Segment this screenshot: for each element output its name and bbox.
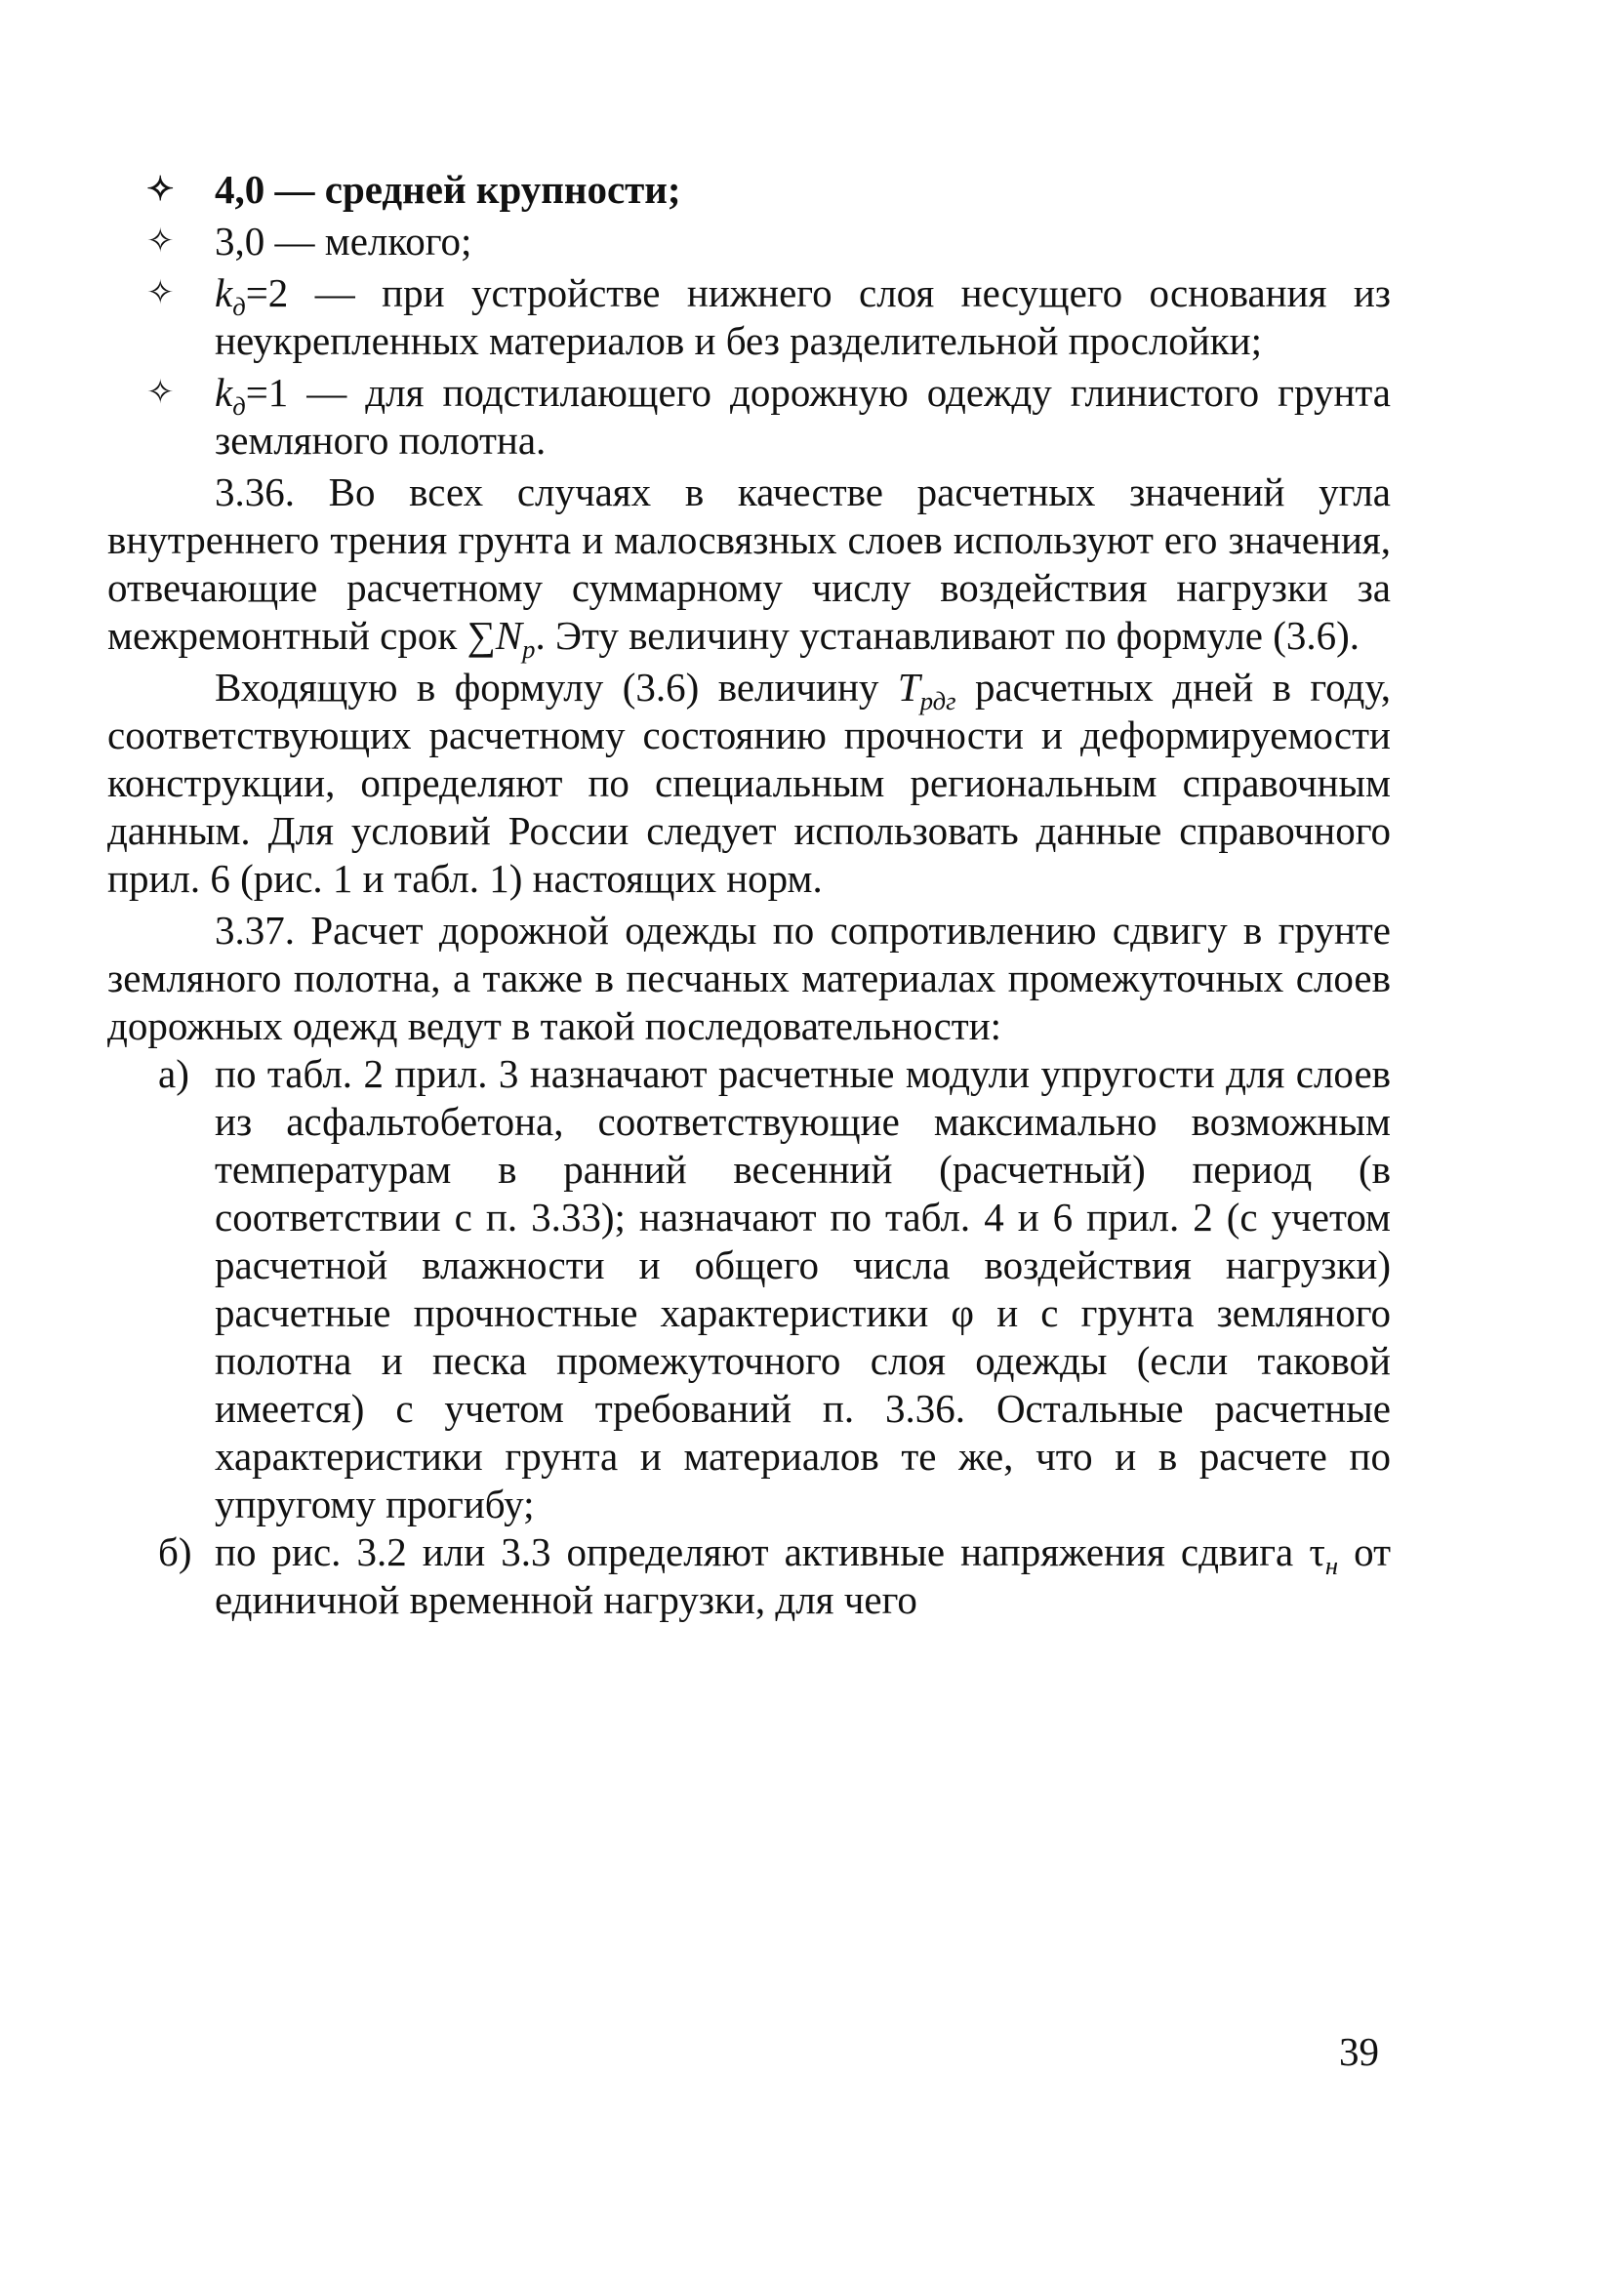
formula-subscript: p — [522, 634, 536, 665]
list-letter: а) — [158, 1051, 189, 1096]
paragraph-text: Входящую в формулу (3.6) величину — [215, 665, 898, 710]
page-number: 39 — [1339, 2029, 1379, 2074]
bullet-text: 4,0 — средней крупности; — [215, 167, 681, 212]
list-item — [107, 369, 1391, 465]
diamond-bullet-icon: ✧ — [146, 375, 175, 411]
formula-variable: τ — [1309, 1529, 1325, 1574]
paragraph-text: 3.36. Во всех случаях в качестве расчетных значений угла внутреннего трения грунта и малосвязных слоев используют его значения, отвечающие расчетному суммарному числу воздействия нагрузки за межремонтный срок — [107, 469, 1391, 658]
coefficient-subscript: д — [232, 292, 246, 322]
diamond-bullet-icon: ✧ — [146, 224, 175, 260]
coefficient-symbol: k — [215, 370, 233, 415]
paragraph-text: . Эту величину устанавливают по формуле (3.6). — [535, 613, 1360, 658]
sum-symbol: ∑ — [467, 613, 496, 658]
paragraph-3-36 — [107, 468, 1391, 665]
formula-variable: N — [495, 613, 523, 658]
list-letter: б) — [158, 1529, 192, 1574]
bullet-text: =1 — для подстилающего дорожную одежду глинистого грунта земляного полотна. — [215, 370, 1391, 463]
formula-variable: T — [897, 665, 920, 710]
page-body — [107, 166, 1391, 1624]
diamond-bullet-icon: ✧ — [146, 172, 175, 208]
list-item-text: от единичной временной нагрузки, для чего — [215, 1529, 1391, 1622]
diamond-bullet-icon: ✧ — [146, 275, 175, 311]
paragraph-trdg — [107, 664, 1391, 903]
paragraph-text: расчетных дней в году, соответствующих расчетному состоянию прочности и деформируемости конструкции, определяют по специальным региональным справочным данным. Для условий России следует использовать данные справочного прил. 6 (рис. 1 и табл. 1) настоящих норм. — [107, 665, 1392, 901]
list-item-text: по рис. 3.2 или 3.3 определяют активные напряжения сдвига — [215, 1529, 1310, 1574]
bullet-text: 3,0 — мелкого; — [215, 219, 472, 264]
list-item-text: по табл. 2 прил. 3 назначают расчетные модули упругости для слоев из асфальтобетона, соответствующие максимально возможным температурам в ранний весенний (расчетный) период (в соответствии с п. 3.33); назначают по табл. 4 и 6 прил. 2 (с учетом расчетной влажности и общего числа воздействия нагрузки) расчетные прочностные характеристики φ и с грунта земляного полотна и песка промежуточного слоя одежды (если таковой имеется) с учетом требований п. 3.36. Остальные расчетные характеристики грунта и материалов те же, что и в расчете по упругому прогибу; — [215, 1051, 1391, 1526]
paragraph-3-37: 3.37. Расчет дорожной одежды по сопротивлению сдвигу в грунте земляного полотна, а также в песчаных материалах промежуточных слоев дорожных одежд ведут в такой последовательности: — [107, 908, 1391, 1048]
list-item-a — [107, 1050, 1391, 1528]
formula-subscript: н — [1324, 1551, 1339, 1581]
coefficient-symbol: k — [215, 270, 233, 315]
list-item-b — [107, 1528, 1391, 1624]
list-item — [107, 269, 1391, 365]
list-item — [107, 218, 1391, 265]
list-item — [107, 166, 1391, 214]
formula-subscript: рдг — [919, 686, 956, 716]
coefficient-subscript: д — [232, 391, 246, 422]
bullet-text: =2 — при устройстве нижнего слоя несущего основания из неукрепленных материалов и без разделительной прослойки; — [215, 270, 1391, 363]
